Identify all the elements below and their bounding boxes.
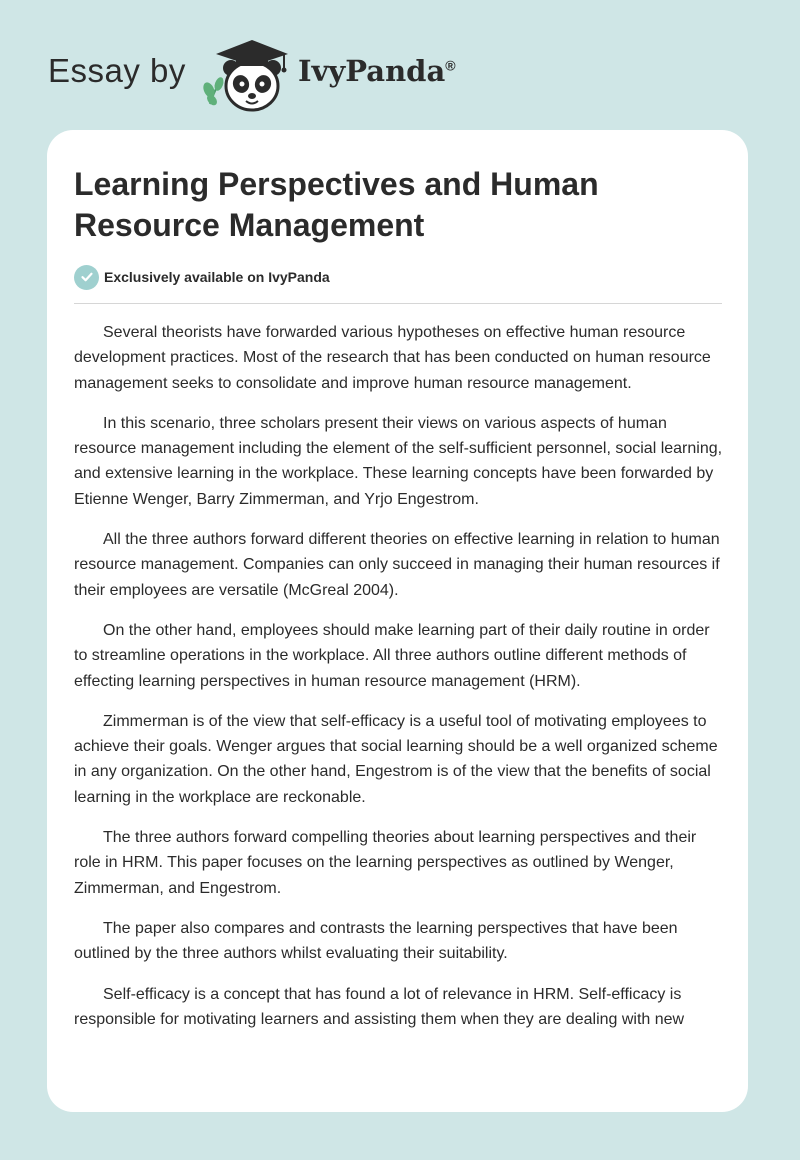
paragraph: The paper also compares and contrasts the learning perspectives that have been outlined by the three authors whilst evaluating their suitability.	[74, 919, 678, 963]
article-body	[74, 320, 724, 1047]
panda-logo-icon	[200, 34, 298, 114]
article-card	[47, 130, 748, 1112]
paragraph: Several theorists have forwarded various hypotheses on effective human resource development practices. Most of the research that has been conducted on human resource management seeks to consolidate and improve human resource management.	[74, 324, 711, 392]
badge-text: Exclusively available on IvyPanda	[104, 269, 330, 285]
title-divider	[74, 303, 722, 304]
paragraph: Self-efficacy is a concept that has found a lot of relevance in HRM. Self-efficacy is responsible for motivating learners and assisting them when they are dealing with new	[74, 985, 685, 1028]
paragraph: On the other hand, employees should make learning part of their daily routine in order to streamline operations in the workplace. All three authors outline different methods of effecting learning perspectives in human resource management (HRM).	[74, 621, 710, 690]
brand-header[interactable]	[48, 30, 468, 116]
check-circle-icon	[74, 265, 99, 290]
brand-prefix: Essay by	[48, 52, 186, 89]
paragraph: Zimmerman is of the view that self-efficacy is a useful tool of motivating employees to achieve their goals. Wenger argues that social learning should be a well organized scheme in any organization. On the other hand, Engestrom is of the view that the benefits of social learning in the workplace are reckonable.	[74, 712, 718, 806]
brand-name-text: IvyPanda	[298, 54, 446, 88]
paragraph: All the three authors forward different theories on effective learning in relation to human resource management. Companies can only succeed in managing their human resources if their employees are versatile (McGreal 2004).	[74, 531, 720, 599]
paragraph: In this scenario, three scholars present their views on various aspects of human resource management including the element of the self-sufficient personnel, social learning, and extensive learning in the workplace. These learning concepts have been forwarded by Etienne Wenger, Barry Zimmerman, and Yrjo Engestrom.	[74, 414, 723, 508]
brand-name	[298, 54, 456, 88]
registered-mark: ®	[445, 57, 456, 74]
paragraph: The three authors forward compelling theories about learning perspectives and their role in HRM. This paper focuses on the learning perspectives as outlined by Wenger, Zimmerman, and Engestrom.	[74, 829, 697, 897]
check-mark-icon	[80, 270, 94, 284]
article-title: Learning Perspectives and Human Resource Management	[74, 166, 599, 243]
exclusive-badge	[74, 264, 330, 290]
